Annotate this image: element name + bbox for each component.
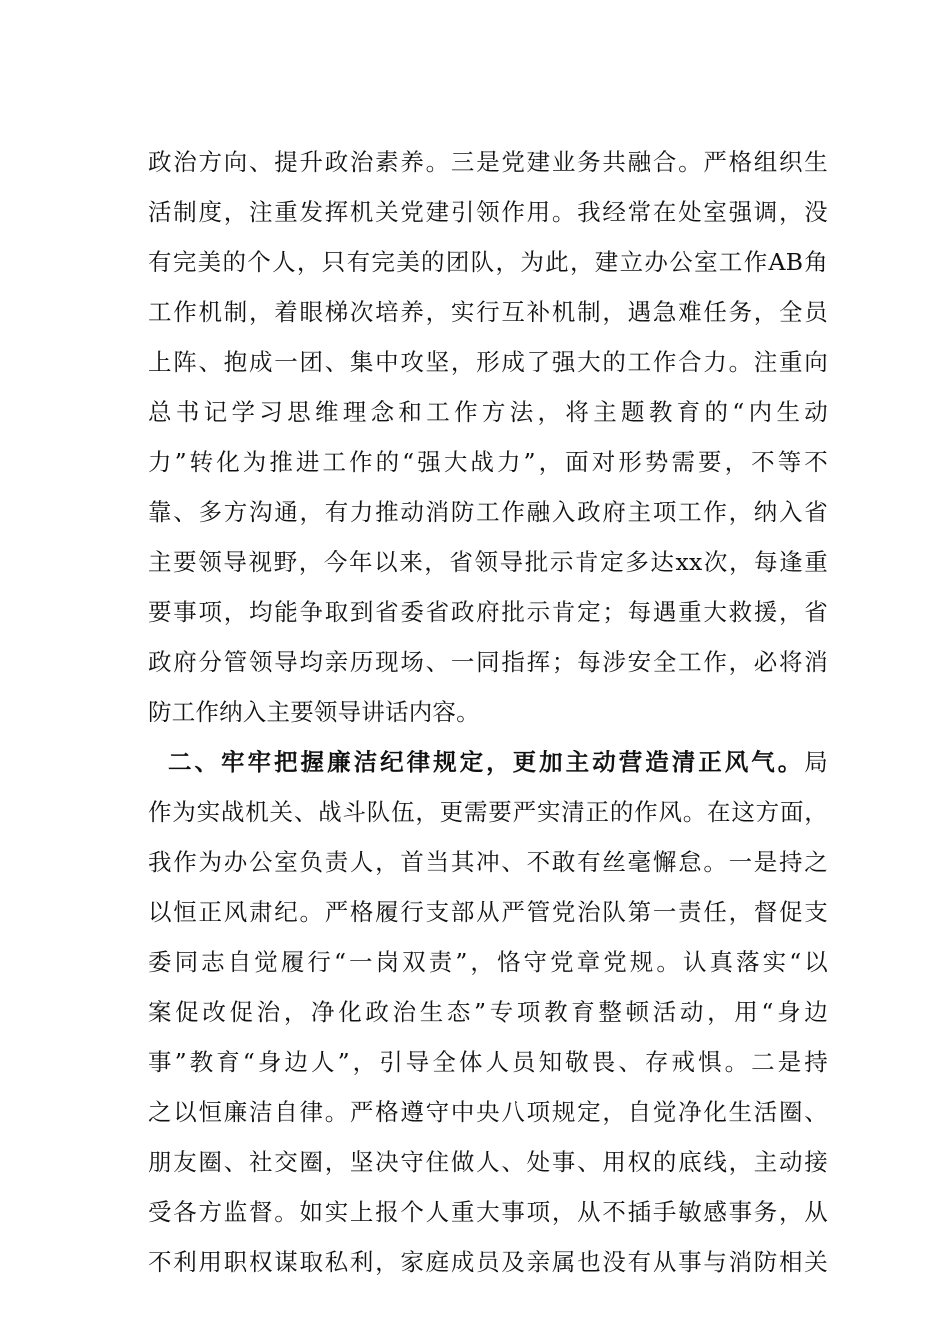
heading-continuation: 局: [804, 748, 828, 776]
text-line: 活制度，注重发挥机关党建引领作用。我经常在处室强调，没: [148, 198, 828, 226]
text-line: 工作机制，着眼梯次培养，实行互补机制，遇急难任务，全员: [148, 298, 828, 326]
text-line: 我作为办公室负责人，首当其冲、不敢有丝毫懈怠。一是持之: [148, 848, 828, 876]
text-line: 受各方监督。如实上报个人重大事项，从不插手敏感事务，从: [148, 1198, 828, 1226]
text-line: 政治方向、提升政治素养。三是党建业务共融合。严格组织生: [148, 148, 828, 176]
text-line: 案促改促治，净化政治生态”专项教育整顿活动，用“身边: [148, 998, 828, 1026]
text-line: 事”教育“身边人”，引导全体人员知敬畏、存戒惧。二是持: [148, 1048, 828, 1076]
text-line: 不利用职权谋取私利，家庭成员及亲属也没有从事与消防相关: [148, 1248, 828, 1276]
text-line: 主要领导视野，今年以来，省领导批示肯定多达xx次，每逢重: [148, 548, 828, 576]
text-line: 作为实战机关、战斗队伍，更需要严实清正的作风。在这方面，: [148, 798, 828, 826]
text-line: 之以恒廉洁自律。严格遵守中央八项规定，自觉净化生活圈、: [148, 1098, 828, 1126]
text-line: 防工作纳入主要领导讲话内容。: [148, 698, 480, 726]
text-line: 以恒正风肃纪。严格履行支部从严管党治队第一责任，督促支: [148, 898, 828, 926]
text-line: 上阵、抱成一团、集中攻坚，形成了强大的工作合力。注重向: [148, 348, 828, 376]
text-line: 朋友圈、社交圈，坚决守住做人、处事、用权的底线，主动接: [148, 1148, 828, 1176]
section-heading-line: [148, 737, 828, 787]
document-body: [148, 137, 828, 1287]
section-heading: 二、牢牢把握廉洁纪律规定，更加主动营造清正风气。: [168, 748, 805, 776]
text-line: 靠、多方沟通，有力推动消防工作融入政府主项工作，纳入省: [148, 498, 828, 526]
text-line: 政府分管领导均亲历现场、一同指挥；每涉安全工作，必将消: [148, 648, 828, 676]
text-line: 有完美的个人，只有完美的团队，为此，建立办公室工作AB角: [148, 248, 828, 276]
text-line: 要事项，均能争取到省委省政府批示肯定；每遇重大救援，省: [148, 598, 828, 626]
text-line: 总书记学习思维理念和工作方法，将主题教育的“内生动: [148, 398, 828, 426]
paragraph-integrity-discipline: [148, 737, 828, 1287]
paragraph-party-building: [148, 137, 828, 737]
text-line: 力”转化为推进工作的“强大战力”，面对形势需要，不等不: [148, 448, 828, 476]
text-line: 委同志自觉履行“一岗双责”，恪守党章党规。认真落实“以: [148, 948, 828, 976]
